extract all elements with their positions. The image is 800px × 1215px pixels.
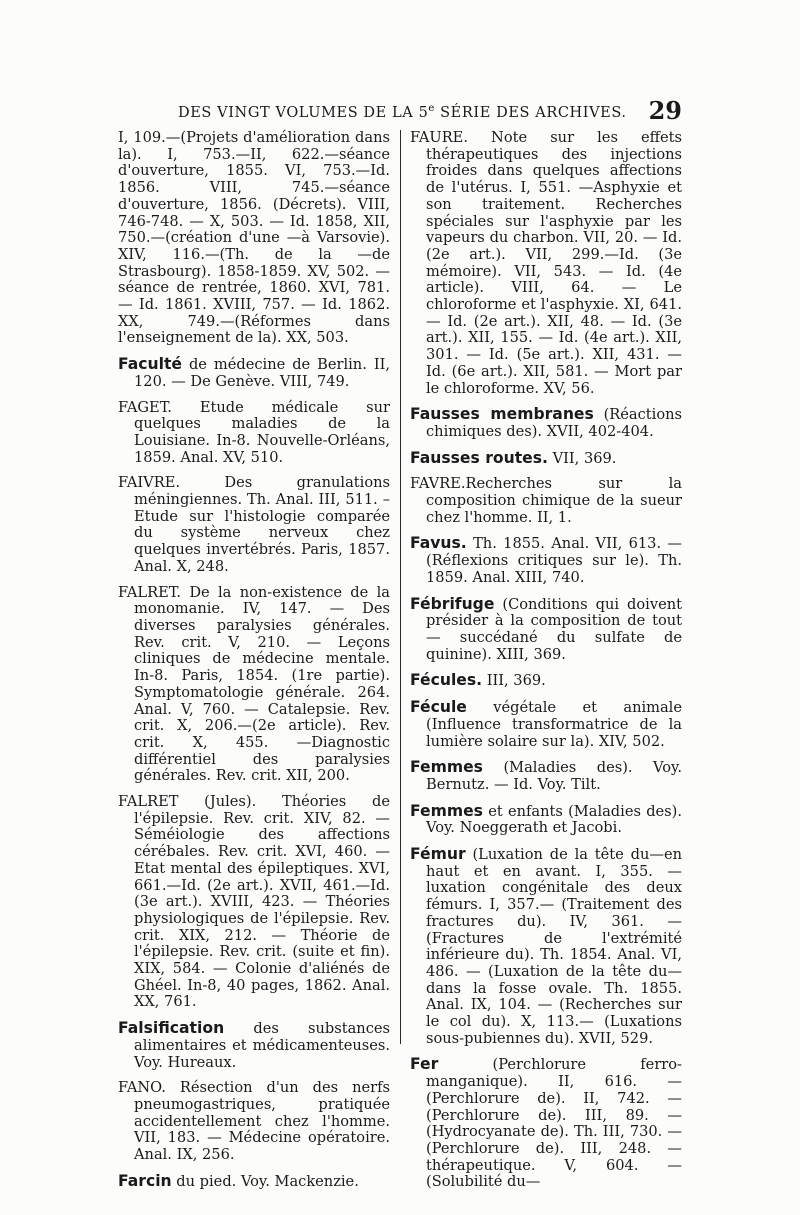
entry-text: Résection d'un des nerfs pneumogastriques, pratiquée accidentellement chez l'homme. VII, 183. — Médecine opératoire. Anal. IX, 256. [134,1079,390,1164]
running-head-superscript: e [428,103,435,114]
index-entry [410,596,682,664]
entry-text: Recherches sur la composition chimique de la sueur chez l'homme. II, 1. [426,475,682,526]
right-column [410,130,682,1200]
entry-text: Note sur les effets thérapeutiques des injections froides dans quelques affections de l'utérus. I, 551. —Asphyxie et son traitement. Recherches spéciales sur l'asphyxie par les vapeurs du charbon. VII, 20. — Id. (2e art.). VII, 299.—Id. (3e mémoire). VII, 543. — Id. (4e article). VIII, 64. — Le chloroforme et l'asphyxie. XI, 641. — Id. (2e art.). XII, 48. — Id. (3e art.). XII, 155. — Id. (4e art.). XII, 301. — Id. (5e art.). XII, 431. — Id. (6e art.). XII, 581. — Mort par le chloroforme. XV, 56. [426,129,682,397]
entry-headword: Fer [410,1055,439,1074]
page-header [118,96,686,126]
entry-headword: FAGET. [118,398,172,416]
index-entry [118,130,390,347]
entry-text: Etude médicale sur quelques maladies de la Louisiane. In-8. Nouvelle-Orléans, 1859. Anal. XV, 510. [134,398,390,466]
entry-headword: Fécule [410,698,467,717]
entry-text: (Réactions chimiques des). XVII, 402-404. [426,406,682,440]
index-entry [118,794,390,1011]
entry-headword: Favus. [410,534,467,553]
entry-headword: Fémur [410,845,466,864]
entry-text: Théories de l'épilepsie. Rev. crit. XIV, 82. — Séméiologie des affections cérébales. Rev. crit. XVI, 460. — Etat mental des épileptiques. XVI, 661.—Id. (2e art.). XVII, 461.—Id. (3e art.). XVIII, 423. — Théories physiologiques de l'épilepsie. Rev. crit. XIX, 212. — Théorie de l'épilepsie. Rev. crit. (suite et fin). XIX, 584. — Colonie d'aliénés de Ghéel. In-8, 40 pages, 1862. Anal. XX, 761. [134,793,390,1011]
entry-text: I, 109.—(Projets d'amélioration dans la). I, 753.—II, 622.—séance d'ouverture, 1855. VI, 753.—Id. 1856. VIII, 745.—séance d'ouverture, 1856. (Décrets). VIII, 746-748. — X, 503. — Id. 1858, XII, 750.—(création d'une —à Varsovie). XIV, 116.—(Th. de la —de Strasbourg). 1858-1859. XV, 502. — séance de rentrée, 1860. XVI, 781. — Id. 1861. XVIII, 757. — Id. 1862. XX, 749.—(Réformes dans l'enseignement de la). XX, 503. [118,129,390,347]
index-entry [410,535,682,586]
entry-headword: Femmes [410,758,483,777]
index-entry [118,475,390,575]
running-head-text: DES VINGT VOLUMES DE LA 5 [178,104,429,121]
index-entry [410,1056,682,1191]
index-entry [410,672,682,690]
index-entry [410,759,682,793]
entry-headword: Farcin [118,1171,172,1190]
entry-text: (Perchlorure ferro-manganique). II, 616. — (Perchlorure de). II, 742. — (Perchlorure de). III, 89. — (Hydrocyanate de). Th. III, 730. — (Perchlorure de). III, 248. — thérapeutique. V, 604. — (Solubilité du— [426,1056,682,1191]
entry-text: III, 369. [482,672,546,690]
entry-headword: FALRET. [118,583,181,601]
entry-text: végétale et animale (Influence transformatrice de la lumière solaire sur la). XIV, 502. [426,699,682,750]
entry-headword: FALRET (Jules). [118,793,257,811]
entry-text: (Maladies des). Voy. Bernutz. — Id. Voy. Tilt. [426,759,682,793]
entry-headword: FAIVRE. [118,474,180,492]
entry-text: des substances alimentaires et médicamenteuses. Voy. Hureaux. [134,1020,390,1071]
entry-headword: Faculté [118,355,182,374]
left-column [118,130,390,1199]
index-entry [118,1020,390,1071]
entry-text: de médecine de Berlin. II, 120. — De Genève. VIII, 749. [134,356,390,390]
entry-headword: Fébrifuge [410,594,495,613]
entry-text: et enfants (Maladies des). Voy. Noeggerath et Jacobi. [426,802,682,837]
running-head [178,103,627,121]
entry-headword: Falsification [118,1019,225,1038]
index-entry [118,585,390,785]
index-entry [410,846,682,1047]
index-entry [118,1080,390,1164]
index-entry [118,356,390,390]
entry-text: du pied. Voy. Mackenzie. [171,1172,359,1190]
entry-text: VII, 369. [547,449,617,467]
index-entry [410,476,682,526]
column-divider [400,130,401,1044]
index-entry [118,400,390,467]
entry-text: De la non-existence de la monomanie. IV, 147. — Des diverses paralysies générales. Rev. crit. V, 210. — Leçons cliniques de médecine mentale. In-8. Paris, 1854. (1re partie). Symptomatologie générale. 264. Anal. V, 760. — Catalepsie. Rev. crit. X, 206.—(2e article). Rev. crit. X, 455. —Diagnostic différentiel des paralysies générales. Rev. crit. XII, 200. [134,583,390,785]
running-head-tail: SÉRIE DES ARCHIVES. [434,104,627,121]
page-number: 29 [648,96,682,125]
index-entry [410,450,682,468]
entry-headword: FAVRE. [410,475,466,493]
index-entry [410,406,682,440]
entry-headword: Femmes [410,801,483,820]
entry-text: Des granulations méningiennes. Th. Anal. III, 511. – Etude sur l'histologie comparée du système nerveux chez quelques invertébrés. Paris, 1857. Anal. X, 248. [134,474,390,575]
entry-headword: Fausses routes. [410,448,548,467]
index-entry [410,803,682,837]
index-entry [410,699,682,750]
index-entry [410,130,682,397]
entry-headword: FANO. [118,1079,166,1097]
entry-headword: Fausses membranes [410,405,594,424]
entry-headword: Fécules. [410,671,483,690]
index-entry [118,1173,390,1191]
entry-text: (Luxation de la tête du—en haut et en avant. I, 355. — luxation congénitale des deux fémurs. I, 357.— (Traitement des fractures du). IV, 361. — (Fractures de l'extrémité inférieure du). Th. 1854. Anal. VI, 486. — (Luxation de la tête du—dans la fosse ovale. Th. 1855. Anal. IX, 104. — (Recherches sur le col du). X, 113.— (Luxations sous-pubiennes du). XVII, 529. [426,846,682,1047]
entry-text: Th. 1855. Anal. VII, 613. — (Réflexions critiques sur le). Th. 1859. Anal. XIII, 740. [426,535,682,586]
entry-headword: FAURE. [410,129,468,146]
entry-text: (Conditions qui doivent présider à la composition de tout — succédané du sulfate de quinine). XIII, 369. [426,595,682,663]
